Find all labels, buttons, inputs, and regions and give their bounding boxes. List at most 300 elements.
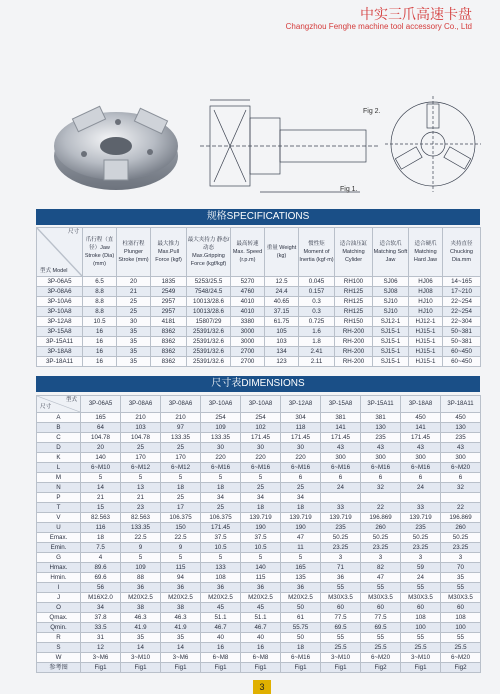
spec-header: 重量 Weight (kg) [265, 228, 299, 277]
dim-row-cell: 171.45 [401, 433, 441, 443]
spec-row-cell: SJ12-1 [373, 317, 409, 327]
spec-row-cell: 30 [117, 317, 151, 327]
spec-row-cell: SJ10 [373, 307, 409, 317]
dim-row-cell: M30X3.5 [361, 593, 401, 603]
dim-row-cell: 45 [201, 603, 241, 613]
spec-row-cell: HJ15-1 [409, 327, 443, 337]
dim-row-cell: Fig1 [241, 663, 281, 673]
dim-row-cell: 220 [201, 453, 241, 463]
dim-row-cell: 82.563 [81, 513, 121, 523]
spec-header: 适合软爪 Matching Soft Jaw [373, 228, 409, 277]
dim-row [37, 553, 481, 563]
dim-row [37, 463, 481, 473]
dim-row-cell: M20X2.5 [201, 593, 241, 603]
dim-row-cell: M20X2.5 [161, 593, 201, 603]
dim-model-header: 3P-08A6 [121, 396, 161, 413]
dim-row-cell: 94 [161, 573, 201, 583]
dim-model-header: 3P-12A8 [281, 396, 321, 413]
spec-row-cell: 50~381 [443, 337, 481, 347]
dim-row-cell: 64 [81, 423, 121, 433]
dim-row-cell: 220 [281, 453, 321, 463]
dim-row-cell: 141 [401, 423, 441, 433]
dim-row-cell: 37.5 [201, 533, 241, 543]
dim-row-cell: 3 [361, 553, 401, 563]
spec-row-cell: 2.41 [299, 347, 335, 357]
dim-row-cell: 15 [81, 503, 121, 513]
spec-header: 适合硬爪 Matching Hard Jaw [409, 228, 443, 277]
dim-row-cell: 133.35 [201, 433, 241, 443]
dim-row-cell: 6~M16 [281, 653, 321, 663]
dim-row-cell: 6~M8 [241, 653, 281, 663]
spec-corner-cell [37, 228, 83, 277]
dim-row-cell: 41.9 [121, 623, 161, 633]
dim-row-cell: 88 [121, 573, 161, 583]
spec-row-cell: 1.8 [299, 337, 335, 347]
spec-row-cell: SJ15-1 [373, 337, 409, 347]
dim-row-cell: 50.25 [361, 533, 401, 543]
dim-row-cell: M20X2.5 [281, 593, 321, 603]
dim-row-cell: 18 [201, 483, 241, 493]
dim-row-cell: 3~M10 [401, 653, 441, 663]
dim-row-label: K [37, 453, 81, 463]
dim-row [37, 573, 481, 583]
dim-row-cell: 51.1 [241, 613, 281, 623]
dim-row-cell: Fig1 [81, 663, 121, 673]
dim-row [37, 483, 481, 493]
dim-row-cell: 235 [321, 523, 361, 533]
dim-row-cell: 9 [161, 543, 201, 553]
dim-row-cell: 103 [121, 423, 161, 433]
dim-row-cell: 254 [241, 413, 281, 423]
dim-row-cell: 34 [201, 493, 241, 503]
dim-row-cell: 25 [161, 443, 201, 453]
dim-row-cell: 450 [401, 413, 441, 423]
spec-row-cell: 8.8 [83, 297, 117, 307]
dim-row-cell: 450 [441, 413, 481, 423]
dimensions-title: 尺寸表DIMENSIONS [36, 376, 480, 392]
dim-row-cell: 33 [321, 503, 361, 513]
dim-row-cell: 61 [281, 613, 321, 623]
dim-row-label: 参考图 [37, 663, 81, 673]
dim-row-label: N [37, 483, 81, 493]
spec-row-cell: 0.3 [299, 307, 335, 317]
dim-row-cell: 11 [281, 543, 321, 553]
spec-row-cell: 21 [117, 287, 151, 297]
dim-row-cell: 100 [441, 623, 481, 633]
spec-row-cell: 25391/32.6 [187, 337, 231, 347]
dim-row-cell: 108 [441, 613, 481, 623]
dim-row-cell: 24 [321, 483, 361, 493]
dim-row-cell: 104.78 [121, 433, 161, 443]
spec-row-cell: 37.15 [265, 307, 299, 317]
dim-row-cell: 6~M16 [281, 463, 321, 473]
fig2-label: Fig 2. [363, 108, 381, 115]
dim-row-cell: 35 [161, 633, 201, 643]
spec-row-cell: 20 [117, 277, 151, 287]
dim-row [37, 593, 481, 603]
dim-row-cell: 106.375 [161, 513, 201, 523]
dim-row-cell: 3 [321, 553, 361, 563]
dim-row-label: Hmax. [37, 563, 81, 573]
spec-row-cell: RH100 [335, 277, 373, 287]
dim-row-cell: 34 [281, 493, 321, 503]
spec-row-label: 3P-18A11 [37, 357, 83, 367]
dim-row-cell: 97 [161, 423, 201, 433]
dim-row-cell: 109 [121, 563, 161, 573]
dim-row-cell: 25 [281, 483, 321, 493]
dim-row-cell: Fig2 [441, 663, 481, 673]
dim-row-label: P [37, 493, 81, 503]
dim-row-cell: 210 [161, 413, 201, 423]
spec-row [37, 357, 481, 367]
dim-row-cell: 3~M6 [161, 653, 201, 663]
dim-row-cell: 3 [401, 553, 441, 563]
dim-row-cell: 23.25 [321, 543, 361, 553]
dim-row-cell: 36 [241, 583, 281, 593]
dim-row-label: R [37, 633, 81, 643]
dim-row-cell: 5 [121, 553, 161, 563]
dim-row-cell: 55.75 [281, 623, 321, 633]
dim-row-cell: 260 [441, 523, 481, 533]
dim-row-cell: Fig2 [361, 663, 401, 673]
dim-row-cell: M30X3.5 [441, 593, 481, 603]
dim-row [37, 613, 481, 623]
dim-row-cell: 116 [81, 523, 121, 533]
dim-row-cell: 6~M16 [321, 463, 361, 473]
dim-row [37, 413, 481, 423]
dim-row-cell: 23.25 [401, 543, 441, 553]
dim-row-cell: 300 [441, 453, 481, 463]
specifications-table [36, 227, 481, 367]
spec-header: 惯性矩 Moment of Inertia (kgf·m) [299, 228, 335, 277]
spec-header: 爪行程（直径）Jaw Stroke (Dia)(mm) [83, 228, 117, 277]
dim-row-cell: 381 [321, 413, 361, 423]
dim-row [37, 603, 481, 613]
spec-body [37, 277, 481, 367]
dim-row-cell: 41.9 [161, 623, 201, 633]
dim-row-label: I [37, 583, 81, 593]
spec-row-cell: 1.6 [299, 327, 335, 337]
dim-row [37, 633, 481, 643]
dim-row-cell: 55 [361, 583, 401, 593]
spec-row-label: 3P-10A6 [37, 297, 83, 307]
spec-row-cell: 10013/28.6 [187, 297, 231, 307]
dim-row-cell: 20 [81, 443, 121, 453]
section-drawing [200, 96, 378, 196]
dim-row-cell: 69.5 [361, 623, 401, 633]
dim-row-cell: 30 [241, 443, 281, 453]
page-number: 3 [253, 680, 271, 694]
dim-row-cell: 140 [81, 453, 121, 463]
spec-row-cell: 25391/32.6 [187, 357, 231, 367]
dim-row-cell: 109 [201, 423, 241, 433]
dim-model-header: 3P-06A5 [81, 396, 121, 413]
spec-row-cell: HJ10 [409, 297, 443, 307]
dim-row-cell: 45 [241, 603, 281, 613]
dim-row-cell: 139.719 [281, 513, 321, 523]
spec-row-cell: RH125 [335, 297, 373, 307]
spec-row-cell: 2.11 [299, 357, 335, 367]
dim-row-label: A [37, 413, 81, 423]
dim-row-cell: 381 [361, 413, 401, 423]
dim-row-cell: 171.45 [321, 433, 361, 443]
dim-row-cell: 30 [201, 443, 241, 453]
spec-header: 最大夹持力 静态/动态 Max.Gripping Force (kgf/kgf) [187, 228, 231, 277]
spec-row-cell: RH-200 [335, 357, 373, 367]
spec-row-cell: 14~165 [443, 277, 481, 287]
dim-row-cell: 14 [121, 643, 161, 653]
spec-row-cell: 60~450 [443, 357, 481, 367]
dim-model-header: 3P-18A8 [401, 396, 441, 413]
spec-row-cell: RH-200 [335, 347, 373, 357]
dim-row-cell: 55 [401, 633, 441, 643]
dim-row [37, 443, 481, 453]
dim-corner-bottom: 尺寸 [40, 404, 52, 410]
dim-row-cell: 7.5 [81, 543, 121, 553]
spec-row-cell: RH125 [335, 307, 373, 317]
spec-row-cell: 25391/32.6 [187, 347, 231, 357]
dim-row-cell: Fig1 [401, 663, 441, 673]
spec-row-cell: 8362 [151, 347, 187, 357]
dim-row-label: Qmin. [37, 623, 81, 633]
dim-row-cell: 25 [201, 503, 241, 513]
spec-row-cell: 35 [117, 337, 151, 347]
spec-row-cell: 123 [265, 357, 299, 367]
spec-row-cell: 8362 [151, 337, 187, 347]
dim-model-header: 3P-18A11 [441, 396, 481, 413]
dim-row-cell: Fig1 [121, 663, 161, 673]
spec-row-cell: 25 [117, 297, 151, 307]
spec-row-cell: RH125 [335, 287, 373, 297]
dim-model-header: 3P-15A8 [321, 396, 361, 413]
spec-row-cell: 15807/29 [187, 317, 231, 327]
dim-row [37, 663, 481, 673]
dim-row-cell: 165 [81, 413, 121, 423]
dim-row-cell: 46.3 [121, 613, 161, 623]
dim-row-cell: 108 [201, 573, 241, 583]
dim-row-cell: 115 [161, 563, 201, 573]
dim-row-cell: 55 [441, 583, 481, 593]
dim-row-label: Emin. [37, 543, 81, 553]
spec-row-cell: 1835 [151, 277, 187, 287]
dim-row [37, 643, 481, 653]
dim-row-cell: 60 [401, 603, 441, 613]
dim-row-cell: 25.5 [321, 643, 361, 653]
dim-row-cell [401, 493, 441, 503]
dim-row [37, 453, 481, 463]
dim-row-cell: 38 [121, 603, 161, 613]
dim-row-cell: 5 [161, 553, 201, 563]
spec-row-cell: 5253/25.5 [187, 277, 231, 287]
dim-row-cell: 10.5 [201, 543, 241, 553]
dim-row-cell: 32 [361, 483, 401, 493]
spec-row-cell: 0.045 [299, 277, 335, 287]
dim-row-cell: 82.563 [121, 513, 161, 523]
dim-row-cell: 235 [441, 433, 481, 443]
dim-row-cell: 37.8 [81, 613, 121, 623]
dim-row-label: G [37, 553, 81, 563]
dim-row-cell: 60 [321, 603, 361, 613]
dim-row-cell: 22 [441, 503, 481, 513]
spec-row-cell: SJ15-1 [373, 327, 409, 337]
dim-row-cell: 118 [281, 423, 321, 433]
dim-row-cell: 22.5 [121, 533, 161, 543]
dim-row-cell: 170 [121, 453, 161, 463]
dim-row-cell: 46.3 [161, 613, 201, 623]
dim-row-cell: 31 [81, 633, 121, 643]
dim-model-header: 3P-08A6 [161, 396, 201, 413]
spec-row-cell: HJ10 [409, 307, 443, 317]
spec-row-cell: HJ15-1 [409, 357, 443, 367]
dim-row-cell: 6 [401, 473, 441, 483]
dim-row-cell: 300 [321, 453, 361, 463]
dim-body [37, 413, 481, 673]
spec-row-cell: HJ08 [409, 287, 443, 297]
dim-row-cell: 12 [81, 643, 121, 653]
dim-row-cell: 115 [241, 573, 281, 583]
dim-row-label: Hmin. [37, 573, 81, 583]
dim-row-cell: 60 [441, 603, 481, 613]
dim-row-cell: 50.25 [401, 533, 441, 543]
dim-row-cell: 47 [361, 573, 401, 583]
dim-row-cell: 33.5 [81, 623, 121, 633]
brand-header [286, 6, 472, 32]
spec-row-cell: 10013/28.6 [187, 307, 231, 317]
spec-row-cell: 25 [117, 307, 151, 317]
dim-row-label: T [37, 503, 81, 513]
dim-row-cell: 55 [361, 633, 401, 643]
spec-row [37, 297, 481, 307]
dim-row-cell: 55 [321, 583, 361, 593]
spec-row-cell: 10.5 [83, 317, 117, 327]
dim-row-cell: 6 [281, 473, 321, 483]
dim-row [37, 543, 481, 553]
dim-row-cell: 55 [321, 633, 361, 643]
dim-row-cell: 23.25 [361, 543, 401, 553]
dimensions-table [36, 395, 481, 673]
spec-row-cell: SJ08 [373, 287, 409, 297]
dim-row-cell: 190 [241, 523, 281, 533]
dim-model-header: 3P-10A6 [201, 396, 241, 413]
dim-row-cell: 130 [441, 423, 481, 433]
dim-row-cell: 55 [441, 633, 481, 643]
spec-header: 夹持直径 Chucking Dia.mm [443, 228, 481, 277]
spec-row-cell: HJ15-1 [409, 347, 443, 357]
dim-row-cell: 6~M20 [441, 653, 481, 663]
spec-row-cell: RH150 [335, 317, 373, 327]
dim-row-cell: 34 [241, 493, 281, 503]
dim-row-cell: 69.6 [81, 573, 121, 583]
spec-row-cell: 3000 [231, 337, 265, 347]
dim-row-cell: 30 [281, 443, 321, 453]
dim-row-cell: 43 [401, 443, 441, 453]
dim-row-cell: 6 [441, 473, 481, 483]
dim-row-cell: 24 [401, 483, 441, 493]
dim-row-cell: 25 [241, 483, 281, 493]
dim-row-cell: 171.45 [201, 523, 241, 533]
spec-row-cell: 6.5 [83, 277, 117, 287]
dim-row-cell: 139.719 [241, 513, 281, 523]
spec-row-cell: 3000 [231, 327, 265, 337]
dim-row-cell: M30X3.5 [401, 593, 441, 603]
dim-row-cell: 5 [201, 553, 241, 563]
specifications-title: 规格SPECIFICATIONS [36, 209, 480, 225]
dim-row-cell: 16 [241, 643, 281, 653]
dim-row-cell: 43 [361, 443, 401, 453]
dim-row-cell: 3~M10 [321, 653, 361, 663]
dim-row [37, 653, 481, 663]
spec-row-cell: 35 [117, 347, 151, 357]
dim-row-cell: 50 [281, 603, 321, 613]
spec-row-cell: 0.3 [299, 297, 335, 307]
spec-row-cell: 8.8 [83, 307, 117, 317]
dim-row-cell: 141 [321, 423, 361, 433]
spec-row [37, 287, 481, 297]
spec-row-cell: 103 [265, 337, 299, 347]
spec-row-cell: 5270 [231, 277, 265, 287]
dim-row-cell [361, 493, 401, 503]
dim-row-label: O [37, 603, 81, 613]
dim-row-cell: 40 [241, 633, 281, 643]
dim-row-cell: M20X2.5 [121, 593, 161, 603]
dim-row-cell: M30X3.5 [321, 593, 361, 603]
dim-row-cell: 100 [401, 623, 441, 633]
dim-row-cell: 104.78 [81, 433, 121, 443]
dim-row-cell: 47 [281, 533, 321, 543]
dim-row-cell: 51.1 [201, 613, 241, 623]
dim-row-cell: 18 [281, 643, 321, 653]
spec-row-cell: 40.65 [265, 297, 299, 307]
brand-title-en: Changzhou Fenghe machine tool accessory Co., Ltd [285, 22, 472, 31]
dim-row-cell: 190 [281, 523, 321, 533]
spec-row-cell: HJ06 [409, 277, 443, 287]
dim-row-label: L [37, 463, 81, 473]
dim-row-cell: 17 [161, 503, 201, 513]
dim-row-label: Qmax. [37, 613, 81, 623]
dim-row-cell [441, 493, 481, 503]
spec-row-cell: 2700 [231, 357, 265, 367]
dim-row [37, 503, 481, 513]
spec-header: 柱塞行程 Plunger Stroke (mm) [117, 228, 151, 277]
spec-row-cell: SJ10 [373, 297, 409, 307]
spec-row-label: 3P-15A8 [37, 327, 83, 337]
dim-row-cell: 82 [361, 563, 401, 573]
dim-row-cell: 6 [321, 473, 361, 483]
dim-row-cell: 235 [361, 433, 401, 443]
dim-row-cell: 6~M16 [241, 463, 281, 473]
dim-row-cell: Fig1 [161, 663, 201, 673]
dim-row-cell: 18 [161, 483, 201, 493]
spec-header-row [37, 228, 481, 277]
dim-row-cell: 70 [441, 563, 481, 573]
dim-row-cell: 36 [281, 583, 321, 593]
dim-row-cell: 140 [241, 563, 281, 573]
dim-row-cell: 6~M12 [121, 463, 161, 473]
dim-row-cell: 23 [121, 503, 161, 513]
dim-row-cell: 254 [201, 413, 241, 423]
dim-row-cell: 22.5 [161, 533, 201, 543]
dim-row-cell: 43 [321, 443, 361, 453]
dim-row-cell: M20X2.5 [241, 593, 281, 603]
spec-row-cell: 22~254 [443, 307, 481, 317]
dim-row-cell: 9 [121, 543, 161, 553]
dim-model-header: 3P-10A8 [241, 396, 281, 413]
dim-row-cell: 24 [401, 573, 441, 583]
dim-row-cell: 133 [201, 563, 241, 573]
dim-row-cell: 77.5 [361, 613, 401, 623]
spec-corner-top: 尺寸 [67, 229, 79, 235]
dim-row-cell: 304 [281, 413, 321, 423]
